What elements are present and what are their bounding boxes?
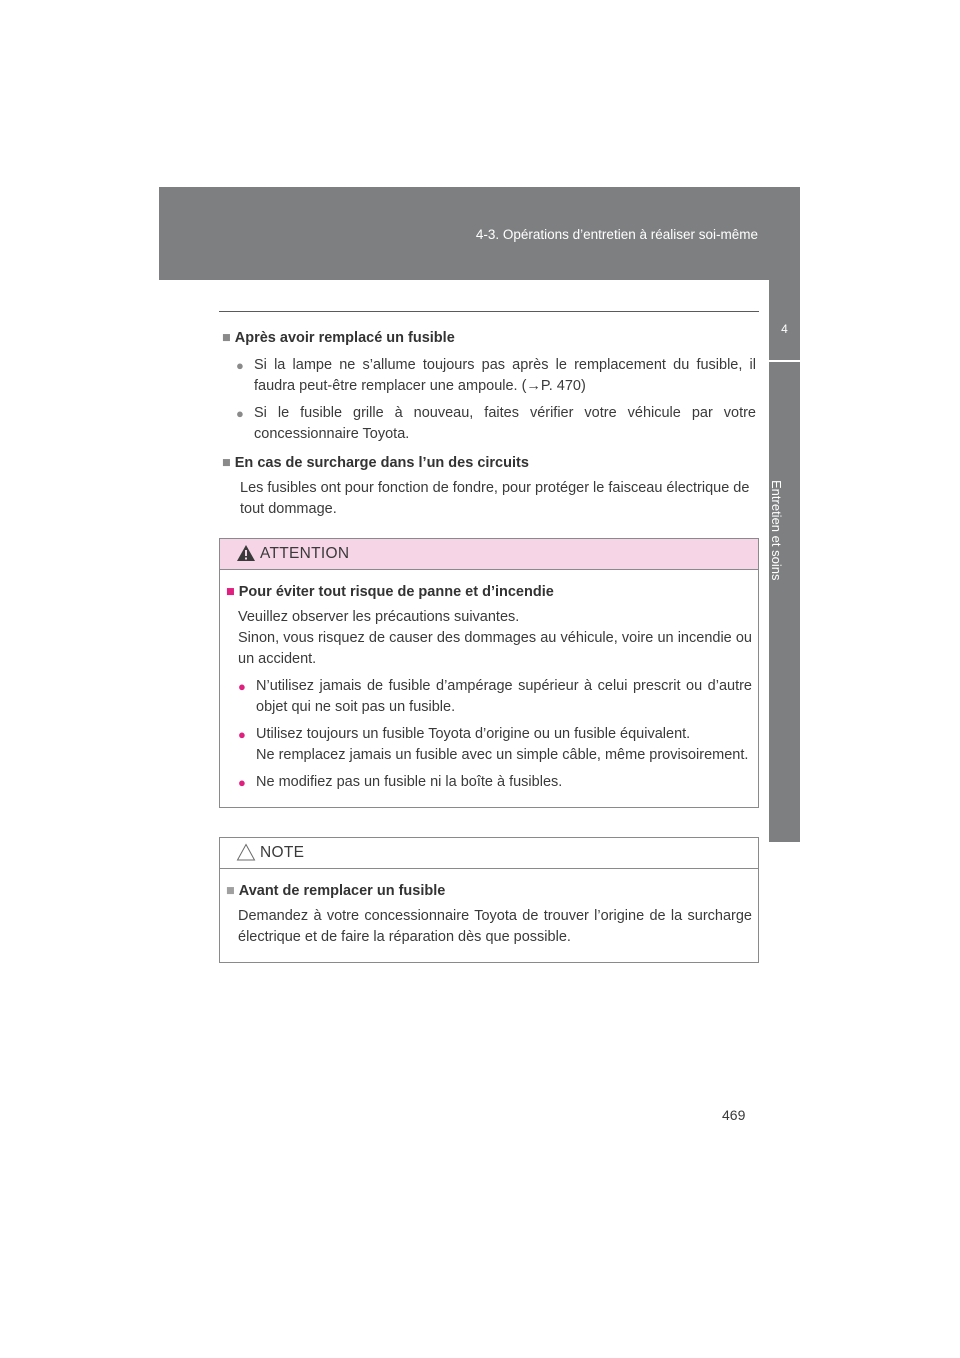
- note-label: NOTE: [260, 844, 305, 861]
- note-box: [219, 837, 759, 963]
- chapter-side-tab: [769, 362, 800, 842]
- chapter-number: 4: [781, 322, 788, 336]
- main-content: [222, 328, 756, 520]
- square-bullet-icon: ■: [222, 330, 231, 346]
- attention-body: [220, 570, 758, 807]
- list-item-continuation: Ne remplacez jamais un fusible avec un simple câble, même provisoirement.: [256, 747, 749, 763]
- warning-icon: [236, 544, 256, 562]
- attention-label: ATTENTION: [260, 545, 350, 562]
- circle-bullet-icon: ●: [238, 775, 246, 790]
- square-bullet-icon: ■: [226, 883, 235, 899]
- list-item: ● Utilisez toujours un fusible Toyota d’origine ou un fusible équivalent.: [238, 724, 752, 745]
- section-header-band: [159, 187, 800, 280]
- note-text: Demandez à votre concessionnaire Toyota de trouver l’origine de la surcharge électrique et de faire la réparation dès que possible.: [238, 908, 752, 945]
- chapter-label: Entretien et soins: [769, 480, 784, 581]
- list-item: ● Si le fusible grille à nouveau, faites vérifier votre véhicule par votre concessionnaire Toyota.: [236, 405, 756, 442]
- page-number: 469: [722, 1107, 746, 1123]
- circle-bullet-icon: ●: [236, 358, 244, 373]
- section-paragraph: Les fusibles ont pour fonction de fondre, pour protéger le faisceau électrique de tout dommage.: [240, 480, 750, 517]
- square-bullet-icon: ■: [226, 584, 235, 600]
- circle-bullet-icon: ●: [238, 679, 246, 694]
- header-rule: [219, 311, 759, 312]
- list-item: ● Ne modifiez pas un fusible ni la boîte à fusibles.: [238, 772, 752, 793]
- section-title: 4-3. Opérations d’entretien à réaliser soi-même: [475, 227, 758, 242]
- attention-intro: Veuillez observer les précautions suivantes.: [238, 609, 520, 625]
- note-header: [220, 838, 758, 869]
- note-heading: ■ Avant de remplacer un fusible: [226, 883, 446, 899]
- attention-header: [220, 539, 758, 570]
- note-body: [220, 869, 758, 962]
- attention-intro: Sinon, vous risquez de causer des dommages au véhicule, voire un incendie ou un accident.: [238, 630, 752, 667]
- attention-heading: ■ Pour éviter tout risque de panne et d’incendie: [226, 584, 554, 600]
- list-item: ● N’utilisez jamais de fusible d’ampérage supérieur à celui prescrit ou d’autre objet qui ne soit pas un fusible.: [238, 678, 752, 715]
- section-heading: ■ Après avoir remplacé un fusible: [222, 330, 455, 346]
- square-bullet-icon: ■: [222, 455, 231, 471]
- section-heading: ■ En cas de surcharge dans l’un des circuits: [222, 455, 529, 471]
- circle-bullet-icon: ●: [238, 727, 246, 742]
- caution-outline-icon: [236, 843, 256, 861]
- circle-bullet-icon: ●: [236, 406, 244, 421]
- attention-box: [219, 538, 759, 808]
- list-item: ● Si la lampe ne s’allume toujours pas après le remplacement du fusible, il faudra peut-être remplacer une ampoule. (→P. 470): [236, 357, 756, 394]
- chapter-number-tab: [769, 280, 800, 360]
